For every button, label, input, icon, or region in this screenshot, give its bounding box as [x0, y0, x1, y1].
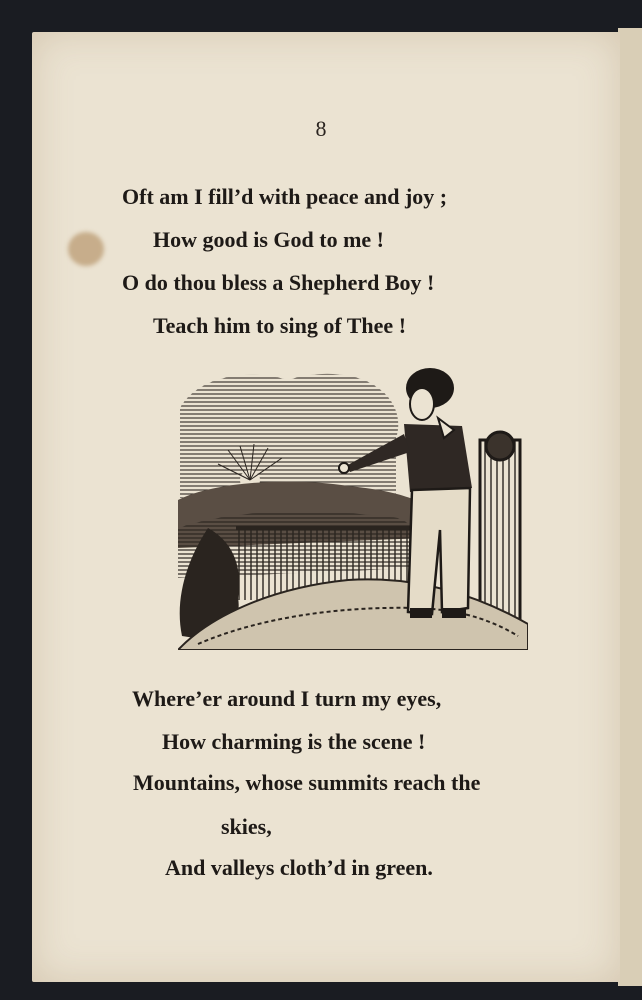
stanza2-line1: Where’er around I turn my eyes, [132, 686, 442, 711]
stanza1-line2: How good is God to me ! [153, 227, 384, 252]
stanza1-line3: O do thou bless a Shepherd Boy ! [122, 270, 435, 295]
page-number: 8 [315, 116, 327, 141]
stanza2-line2: How charming is the scene ! [162, 729, 426, 754]
stanza2-line4: skies, [221, 814, 272, 839]
adjacent-page-edge [618, 28, 642, 986]
foxing-stain [68, 232, 104, 266]
stanza2-line5: And valleys cloth’d in green. [165, 855, 433, 880]
stanza1-line1: Oft am I fill’d with peace and joy ; [122, 184, 448, 209]
stanza1-line4: Teach him to sing of Thee ! [153, 313, 407, 338]
woodcut-shepherd-boy-icon [178, 368, 528, 650]
stanza2-line3: Mountains, whose summits reach the [133, 770, 481, 795]
